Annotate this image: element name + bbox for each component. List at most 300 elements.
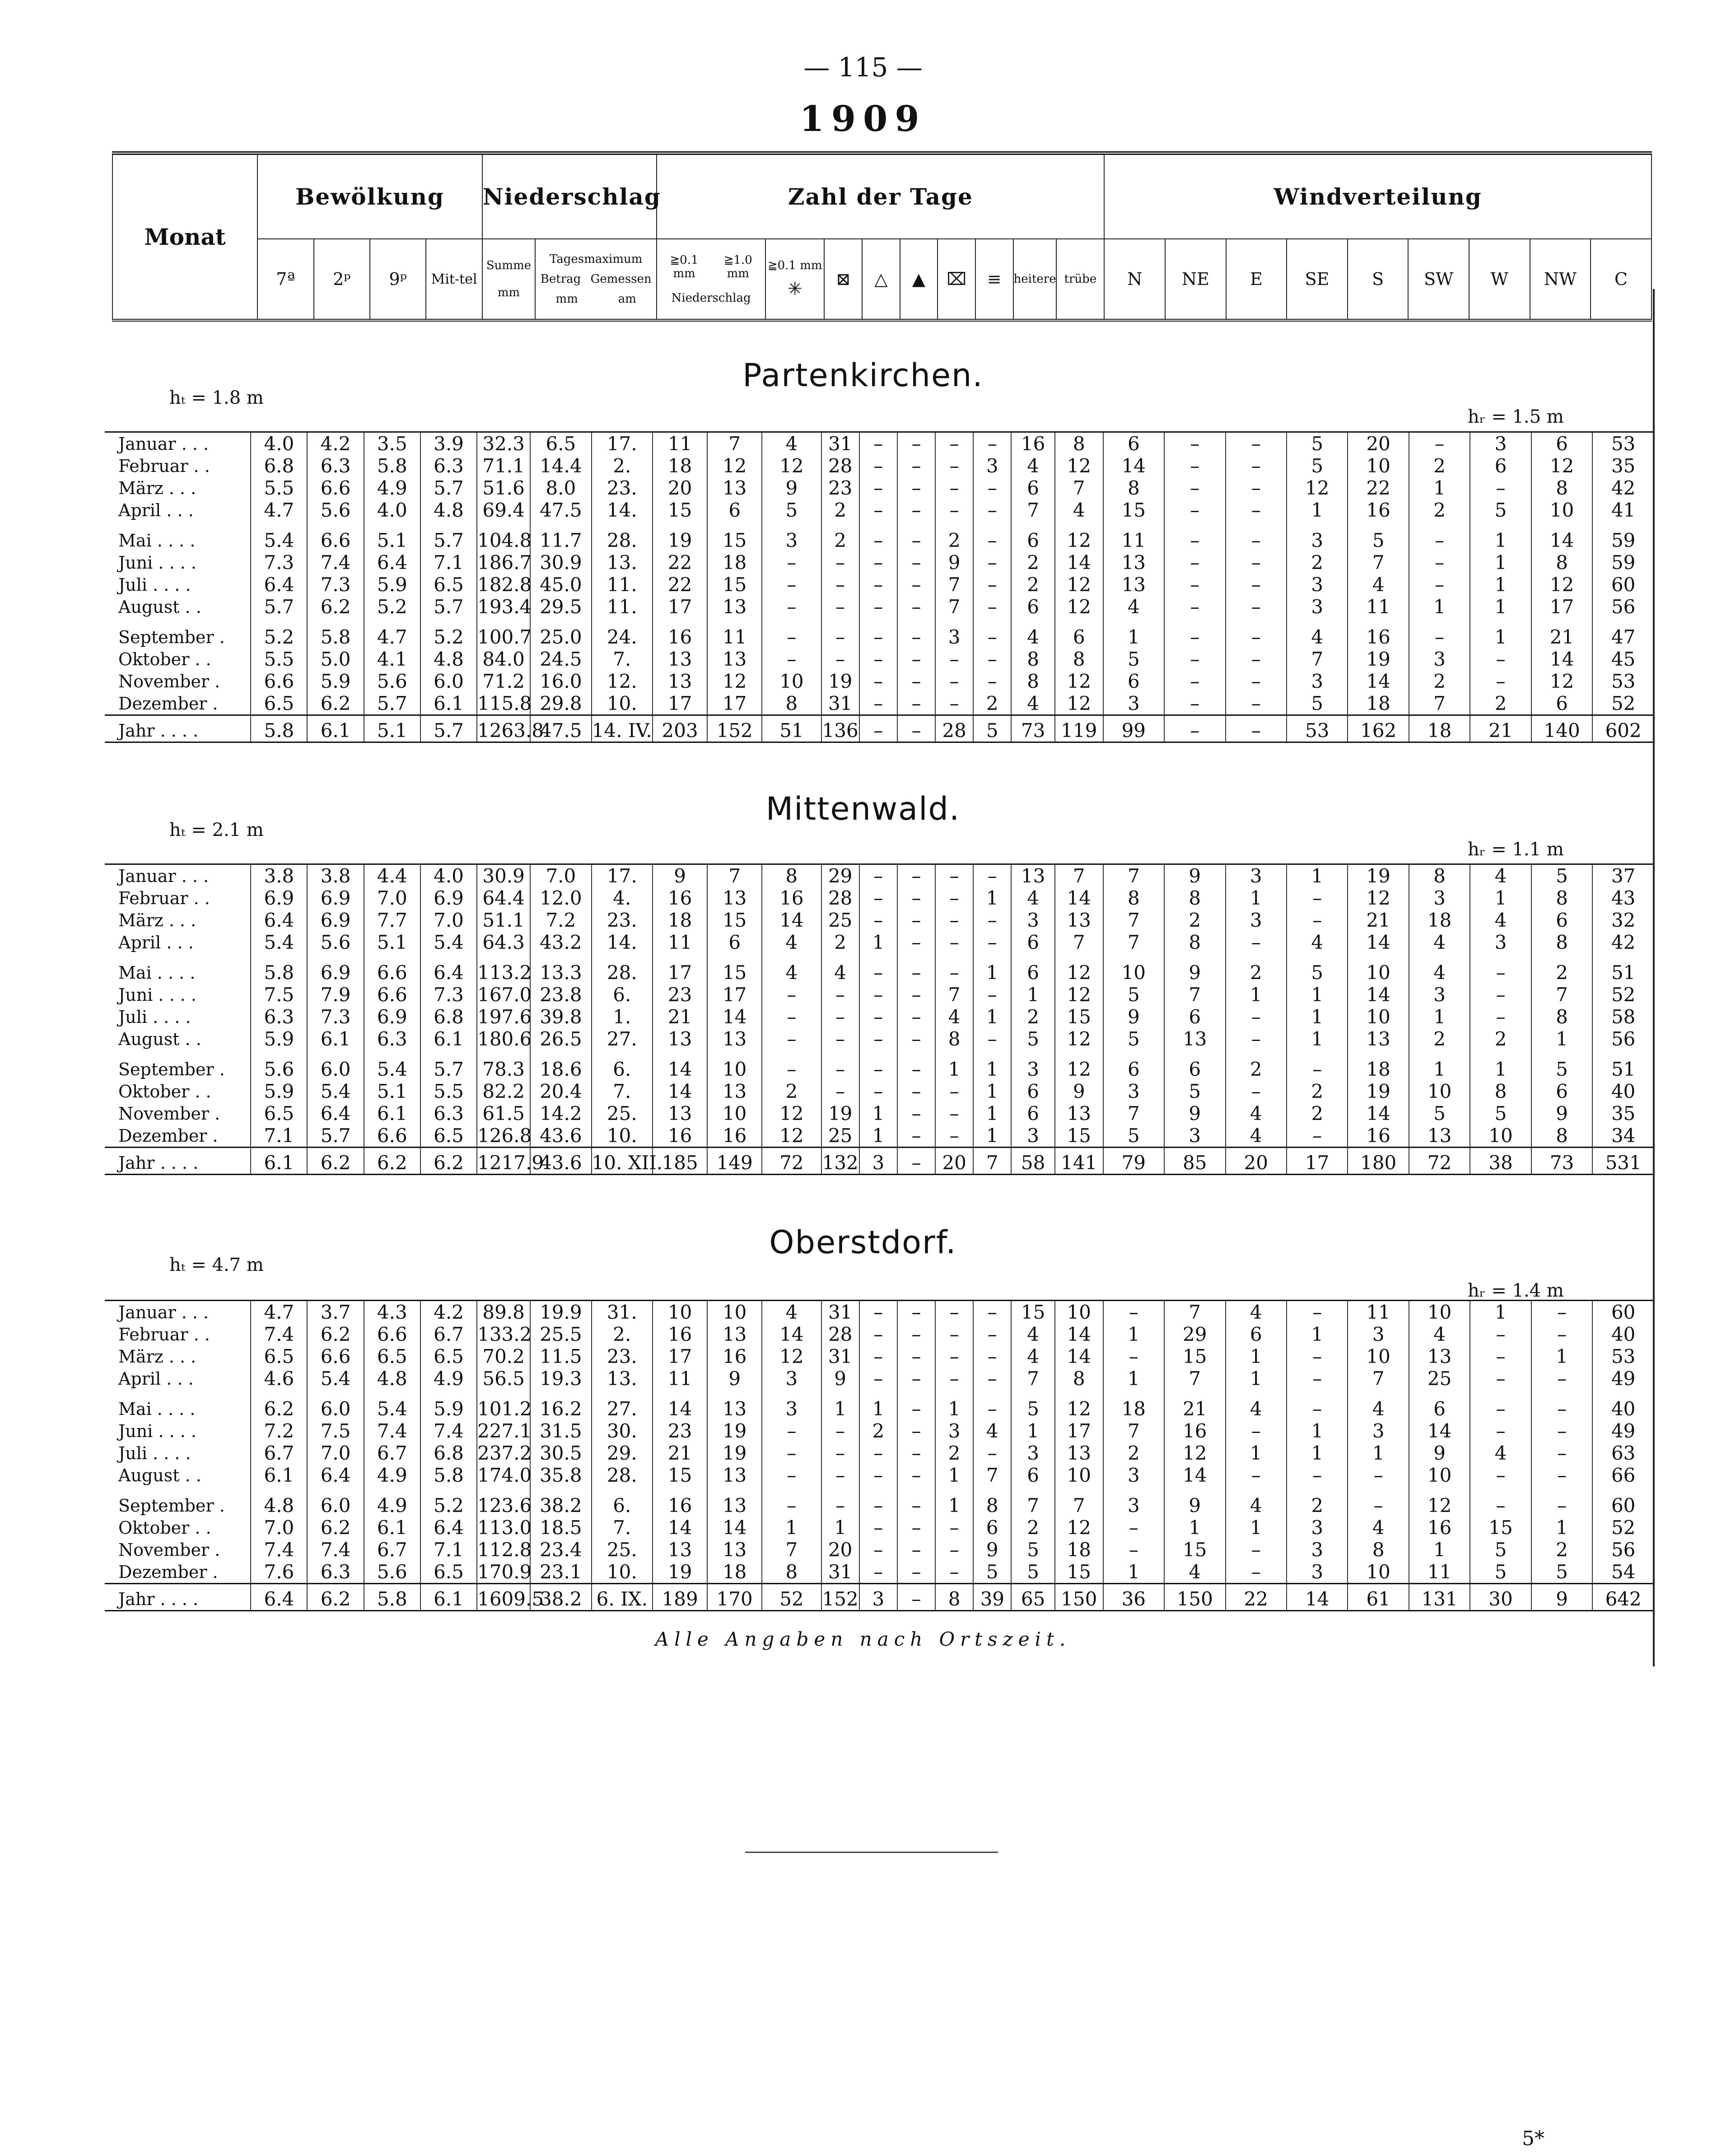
station-table	[105, 863, 1654, 1175]
zahl-der-tage-header: Zahl der Tage	[657, 153, 1104, 239]
cell-summe: 51.6	[477, 477, 530, 499]
cell-wind-sw: –	[1409, 551, 1470, 574]
cell-days-ice: –	[897, 1367, 935, 1390]
cell-days-snow: 16	[762, 887, 821, 909]
cell-days-snow: –	[762, 1486, 821, 1517]
table-row	[105, 1125, 1654, 1148]
cell-days-heiter: 2	[1011, 1006, 1054, 1028]
cell-days-10: 9	[707, 1367, 762, 1390]
cell-max-am: 24.	[592, 618, 653, 648]
cell-bew-7a: 5.8	[251, 715, 307, 742]
cell-summe: 182.8	[477, 574, 532, 596]
cell-wind-ne: 85	[1164, 1148, 1225, 1175]
cell-bew-2p: 6.2	[307, 1148, 364, 1175]
cell-wind-s: 16	[1348, 1125, 1409, 1148]
cell-days-10: 13	[707, 1323, 762, 1345]
cell-bew-2p: 5.9	[307, 670, 364, 692]
cell-days-ice: –	[897, 1080, 935, 1102]
cell-days-fog: 6	[973, 1517, 1011, 1539]
cell-max-betrag: 13.3	[530, 953, 591, 984]
cell-wind-e: –	[1226, 477, 1287, 499]
cell-summe: 78.3	[477, 1050, 530, 1080]
cell-days-thunder: 3	[935, 1420, 973, 1442]
cell-wind-nw: 21	[1531, 618, 1592, 648]
cell-summe: 115.8	[477, 692, 532, 714]
table-row	[105, 1367, 1654, 1390]
cell-wind-ne: 14	[1164, 1464, 1225, 1486]
cell-max-am: 28.	[592, 521, 653, 551]
cell-wind-s: 19	[1348, 648, 1409, 670]
cell-days-ice: –	[897, 574, 935, 596]
cell-wind-ne: –	[1164, 692, 1225, 715]
cell-wind-ne: 15	[1164, 1539, 1225, 1561]
cell-wind-nw: 2	[1531, 953, 1592, 984]
cell-wind-ne: –	[1164, 477, 1225, 499]
thunderstorm-icon: ⌧	[938, 239, 975, 320]
cell-wind-c: 42	[1592, 931, 1654, 953]
cell-days-fog: –	[973, 1345, 1011, 1367]
cell-max-betrag: 39.8	[530, 1006, 591, 1028]
cell-days-heiter: 1	[1011, 1420, 1054, 1442]
cell-wind-nw: 8	[1531, 551, 1592, 574]
cell-max-am: 31.	[592, 1301, 653, 1324]
cell-summe: 180.6	[477, 1028, 532, 1050]
cell-wind-e: –	[1226, 1420, 1287, 1442]
cell-bew-9p: 6.1	[364, 1102, 420, 1125]
cell-bew-mittel: 6.5	[420, 574, 477, 596]
cell-bew-7a: 5.9	[251, 1028, 307, 1050]
cell-wind-nw: –	[1531, 1301, 1592, 1324]
cell-bew-2p: 6.4	[307, 1464, 364, 1486]
cell-wind-e: 1	[1226, 984, 1287, 1006]
cell-days-01: 17	[653, 596, 707, 618]
cell-days-hail: –	[821, 1080, 859, 1102]
cell-wind-sw: 5	[1409, 1102, 1470, 1125]
cell-wind-nw: 1	[1531, 1517, 1592, 1539]
cell-bew-7a: 7.4	[251, 1323, 307, 1345]
table-row	[105, 618, 1654, 648]
cell-month: Februar . .	[118, 1324, 210, 1344]
cell-wind-e: –	[1226, 551, 1287, 574]
cell-max-betrag: 19.3	[530, 1367, 591, 1390]
cell-days-01: 13	[653, 670, 707, 692]
cell-days-10: 15	[707, 909, 762, 931]
cell-wind-n: 5	[1103, 1028, 1164, 1050]
cell-bew-2p: 7.5	[307, 1420, 364, 1442]
truebe-label: trübe	[1056, 239, 1104, 320]
cell-summe: 100.7	[477, 618, 530, 648]
cell-wind-s: 14	[1348, 931, 1409, 953]
cell-wind-se: 4	[1287, 931, 1348, 953]
cell-days-snow: –	[762, 1420, 821, 1442]
cell-wind-w: 8	[1470, 1080, 1531, 1102]
cell-wind-e: –	[1226, 692, 1287, 715]
cell-wind-nw: 1	[1531, 1345, 1592, 1367]
cell-days-01: 16	[653, 1125, 707, 1148]
cell-max-betrag: 26.5	[530, 1028, 591, 1050]
cell-max-betrag: 18.6	[530, 1050, 591, 1080]
cell-wind-se: 3	[1287, 1517, 1348, 1539]
tagesmaximum-label: Tagesmaximum	[550, 252, 643, 266]
cell-days-truebe: 7	[1055, 864, 1103, 887]
cell-wind-sw: 1	[1409, 477, 1470, 499]
cell-days-thunder: –	[935, 1367, 973, 1390]
cell-wind-se: 53	[1287, 715, 1348, 742]
cell-days-graupel: –	[859, 1539, 897, 1561]
cell-bew-7a: 7.3	[251, 551, 307, 574]
cell-bew-2p: 6.2	[307, 596, 364, 618]
cell-days-01: 21	[653, 1006, 707, 1028]
cell-wind-c: 43	[1592, 887, 1654, 909]
cell-days-hail: 4	[821, 953, 859, 984]
cell-bew-mittel: 6.1	[420, 1584, 477, 1611]
cell-wind-n: 6	[1103, 1050, 1164, 1080]
cell-days-truebe: 12	[1055, 1050, 1103, 1080]
cell-days-01: 189	[653, 1584, 707, 1611]
cell-days-snow: 12	[762, 455, 821, 477]
cell-bew-7a: 6.4	[251, 909, 307, 931]
niederschlag-header: Niederschlag	[482, 153, 657, 239]
cell-days-heiter: 58	[1011, 1148, 1054, 1175]
total-row	[105, 1148, 1654, 1175]
cell-month: März . . .	[118, 1346, 196, 1367]
cell-wind-n: 36	[1103, 1584, 1164, 1611]
cell-bew-2p: 6.6	[307, 521, 364, 551]
cell-days-hail: 28	[821, 455, 859, 477]
cell-wind-w: –	[1470, 1367, 1531, 1390]
cell-wind-e: –	[1226, 432, 1287, 455]
cell-days-01: 185	[653, 1148, 707, 1175]
cell-days-heiter: 2	[1011, 551, 1054, 574]
station-ht: hₜ = 2.1 m	[169, 820, 264, 840]
cell-days-fog: –	[973, 574, 1011, 596]
cell-wind-ne: 4	[1164, 1561, 1225, 1584]
cell-max-betrag: 29.5	[530, 596, 591, 618]
cell-wind-ne: 29	[1164, 1323, 1225, 1345]
cell-wind-w: 21	[1470, 715, 1531, 742]
cell-wind-nw: –	[1531, 1464, 1592, 1486]
cell-days-heiter: 1	[1011, 984, 1054, 1006]
cell-days-hail: 136	[821, 715, 859, 742]
cell-days-snow: –	[762, 596, 821, 618]
cell-days-heiter: 6	[1011, 477, 1054, 499]
cell-days-10: 15	[707, 574, 762, 596]
cell-bew-9p: 5.6	[364, 670, 420, 692]
cell-bew-9p: 4.4	[364, 864, 420, 887]
cell-month: November .	[118, 1103, 220, 1124]
cell-bew-mittel: 5.2	[420, 618, 477, 648]
cell-days-hail: 31	[821, 1561, 859, 1584]
table-row	[105, 477, 1654, 499]
cell-bew-9p: 5.9	[364, 574, 420, 596]
cell-max-betrag: 20.4	[530, 1080, 591, 1102]
table-header	[112, 151, 1652, 322]
cell-bew-mittel: 6.8	[420, 1442, 477, 1464]
cell-month: Juni . . . .	[118, 1421, 196, 1441]
station-hr: hᵣ = 1.5 m	[1468, 406, 1564, 427]
cell-days-01: 14	[653, 1517, 707, 1539]
cell-days-10: 170	[707, 1584, 762, 1611]
cell-wind-sw: 2	[1409, 455, 1470, 477]
cell-bew-mittel: 5.4	[420, 931, 477, 953]
cell-days-truebe: 12	[1055, 670, 1103, 692]
cell-days-01: 13	[653, 1102, 707, 1125]
cell-days-hail: 1	[821, 1517, 859, 1539]
cell-bew-mittel: 7.4	[420, 1420, 477, 1442]
cell-days-heiter: 3	[1011, 1442, 1054, 1464]
cell-month: September .	[118, 1059, 225, 1079]
cell-wind-nw: –	[1531, 1486, 1592, 1517]
cell-bew-7a: 5.5	[251, 477, 307, 499]
cell-days-graupel: –	[859, 648, 897, 670]
cell-days-snow: 8	[762, 1561, 821, 1584]
cell-bew-2p: 6.3	[307, 455, 364, 477]
cell-days-hail: 2	[821, 499, 859, 521]
cell-days-truebe: 14	[1055, 551, 1103, 574]
cell-days-10: 14	[707, 1006, 762, 1028]
cell-wind-sw: 9	[1409, 1442, 1470, 1464]
cell-days-graupel: –	[859, 670, 897, 692]
cell-summe: 227.1	[477, 1420, 532, 1442]
cell-max-am: 23.	[592, 477, 653, 499]
wind-ne: NE	[1165, 239, 1226, 320]
cell-wind-c: 49	[1592, 1367, 1654, 1390]
cell-days-10: 13	[707, 1486, 762, 1517]
cell-bew-mittel: 6.3	[420, 455, 477, 477]
cell-wind-c: 32	[1592, 909, 1654, 931]
cell-days-heiter: 3	[1011, 1125, 1054, 1148]
cell-days-fog: –	[973, 499, 1011, 521]
cell-wind-sw: 72	[1409, 1148, 1470, 1175]
table-row	[105, 1442, 1654, 1464]
cell-days-heiter: 65	[1011, 1584, 1054, 1611]
cell-days-truebe: 14	[1055, 1345, 1103, 1367]
cell-wind-nw: 7	[1531, 984, 1592, 1006]
cell-days-10: 7	[707, 432, 762, 455]
cell-days-ice: –	[897, 596, 935, 618]
cell-wind-nw: –	[1531, 1442, 1592, 1464]
table-row	[105, 984, 1654, 1006]
cell-wind-s: 10	[1348, 1561, 1409, 1584]
cell-max-am: 17.	[592, 864, 653, 887]
table-row	[105, 574, 1654, 596]
cell-bew-9p: 4.3	[364, 1301, 420, 1324]
cell-days-hail: 25	[821, 1125, 859, 1148]
cell-summe: 174.0	[477, 1464, 532, 1486]
cell-days-fog: –	[973, 1367, 1011, 1390]
wind-e: E	[1226, 239, 1287, 320]
cell-summe: 133.2	[477, 1323, 532, 1345]
cell-month: Juni . . . .	[118, 552, 196, 573]
cell-wind-ne: 7	[1164, 984, 1225, 1006]
cell-max-betrag: 30.9	[530, 551, 591, 574]
cell-wind-s: 4	[1348, 574, 1409, 596]
summe-unit: mm	[497, 286, 520, 299]
table-row	[105, 1517, 1654, 1539]
cell-days-ice: –	[897, 1486, 935, 1517]
cell-days-snow: 2	[762, 1080, 821, 1102]
cell-wind-sw: –	[1409, 521, 1470, 551]
cell-days-graupel: 1	[859, 1125, 897, 1148]
cell-max-betrag: 35.8	[530, 1464, 591, 1486]
cell-days-fog: 1	[973, 1006, 1011, 1028]
cell-wind-sw: 3	[1409, 984, 1470, 1006]
monat-header: Monat	[112, 153, 257, 320]
cell-bew-7a: 4.0	[251, 432, 307, 455]
cell-days-heiter: 5	[1011, 1390, 1054, 1420]
cell-days-fog: –	[973, 909, 1011, 931]
cell-wind-s: 162	[1348, 715, 1409, 742]
cell-wind-n: –	[1103, 1345, 1164, 1367]
cell-days-truebe: 14	[1055, 1323, 1103, 1345]
cell-days-ice: –	[897, 1464, 935, 1486]
cell-wind-w: 4	[1470, 1442, 1531, 1464]
cell-wind-se: 5	[1287, 455, 1348, 477]
cell-summe: 123.6	[477, 1486, 530, 1517]
cell-wind-se: 1	[1287, 864, 1348, 887]
cell-days-snow: –	[762, 1464, 821, 1486]
cell-bew-2p: 6.9	[307, 953, 364, 984]
cell-wind-e: –	[1226, 1561, 1287, 1584]
hail-icon: ⊠	[824, 239, 862, 320]
cell-wind-se: 5	[1287, 432, 1348, 455]
cell-days-ice: –	[897, 909, 935, 931]
cell-wind-se: 2	[1287, 1486, 1348, 1517]
cell-days-thunder: –	[935, 864, 973, 887]
cell-days-fog: –	[973, 432, 1011, 455]
cell-days-hail: –	[821, 1050, 859, 1080]
cell-wind-w: –	[1470, 1464, 1531, 1486]
cell-bew-7a: 6.4	[251, 574, 307, 596]
cell-wind-s: 4	[1348, 1390, 1409, 1420]
cell-days-truebe: 14	[1055, 887, 1103, 909]
cell-days-hail: –	[821, 1464, 859, 1486]
cell-wind-c: 40	[1592, 1323, 1654, 1345]
cell-max-betrag: 11.7	[530, 521, 591, 551]
cell-bew-9p: 4.1	[364, 648, 420, 670]
cell-days-snow: 4	[762, 432, 821, 455]
cell-wind-ne: –	[1164, 551, 1225, 574]
cell-wind-nw: 9	[1531, 1584, 1592, 1611]
cell-days-snow: 3	[762, 1390, 821, 1420]
cell-month: April . . .	[118, 1368, 194, 1389]
cell-days-hail: –	[821, 984, 859, 1006]
cell-wind-n: 10	[1103, 953, 1164, 984]
cell-bew-2p: 5.7	[307, 1125, 364, 1148]
year-heading: 1909	[799, 98, 927, 140]
cell-days-hail: 28	[821, 887, 859, 909]
cell-days-snow: 52	[762, 1584, 821, 1611]
cell-month: Oktober . .	[118, 1081, 211, 1101]
cell-wind-e: 4	[1226, 1486, 1287, 1517]
cell-days-01: 11	[653, 432, 707, 455]
cell-days-truebe: 17	[1055, 1420, 1103, 1442]
cell-bew-9p: 4.9	[364, 1464, 420, 1486]
cell-wind-n: 6	[1103, 670, 1164, 692]
cell-wind-n: 7	[1103, 931, 1164, 953]
cell-max-betrag: 47.5	[530, 499, 591, 521]
page-number: — 115 —	[803, 52, 923, 83]
cell-wind-w: 3	[1470, 931, 1531, 953]
cell-wind-se: –	[1287, 1050, 1348, 1080]
cell-wind-w: –	[1470, 984, 1531, 1006]
cell-wind-s: 10	[1348, 1345, 1409, 1367]
cell-days-thunder: –	[935, 499, 973, 521]
cell-days-heiter: 3	[1011, 909, 1054, 931]
table-row	[105, 1323, 1654, 1345]
cell-days-01: 20	[653, 477, 707, 499]
cell-days-hail: 132	[821, 1148, 859, 1175]
cell-days-truebe: 119	[1055, 715, 1103, 742]
cell-wind-w: 1	[1470, 1050, 1531, 1080]
cell-days-01: 23	[653, 984, 707, 1006]
table-row	[105, 648, 1654, 670]
cell-max-am: 7.	[592, 648, 653, 670]
cell-wind-c: 60	[1592, 574, 1654, 596]
cell-summe: 113.2	[477, 953, 530, 984]
cell-days-fog: 1	[973, 1080, 1011, 1102]
cell-days-heiter: 7	[1011, 1486, 1054, 1517]
cell-wind-c: 56	[1592, 1028, 1654, 1050]
cell-bew-7a: 4.7	[251, 499, 307, 521]
cell-days-ice: –	[897, 1345, 935, 1367]
cell-wind-c: 53	[1592, 1345, 1654, 1367]
cell-days-10: 13	[707, 1080, 762, 1102]
right-frame-line	[1653, 289, 1655, 1666]
cell-days-01: 22	[653, 551, 707, 574]
cell-month: November .	[118, 1540, 220, 1560]
cell-wind-w: 1	[1470, 1301, 1531, 1324]
cell-wind-s: 180	[1348, 1148, 1409, 1175]
cell-days-ice: –	[897, 1102, 935, 1125]
cell-bew-2p: 5.0	[307, 648, 364, 670]
cell-wind-sw: 2	[1409, 670, 1470, 692]
cell-wind-ne: 9	[1164, 864, 1225, 887]
cell-days-truebe: 15	[1055, 1561, 1103, 1584]
cell-bew-2p: 7.3	[307, 574, 364, 596]
cell-max-betrag: 43.6	[530, 1125, 591, 1148]
cell-wind-n: –	[1103, 1301, 1164, 1324]
cell-days-thunder: –	[935, 931, 973, 953]
cell-bew-mittel: 7.1	[420, 1539, 477, 1561]
cell-bew-9p: 6.6	[364, 984, 420, 1006]
cell-wind-se: –	[1287, 1345, 1348, 1367]
cell-bew-mittel: 4.0	[420, 864, 477, 887]
cell-days-ice: –	[897, 1028, 935, 1050]
cell-days-graupel: –	[859, 909, 897, 931]
cell-days-fog: –	[973, 931, 1011, 953]
threshold-10: ≧1.0 mm	[723, 253, 752, 280]
cell-wind-sw: 4	[1409, 953, 1470, 984]
cell-month: Mai . . . .	[118, 1399, 196, 1419]
cell-wind-w: 5	[1470, 1561, 1531, 1584]
cell-bew-mittel: 7.1	[420, 551, 477, 574]
cell-wind-w: 30	[1470, 1584, 1531, 1611]
cell-bew-7a: 6.4	[251, 1584, 307, 1611]
cell-days-thunder: –	[935, 432, 973, 455]
cell-bew-mittel: 6.4	[420, 953, 477, 984]
cell-wind-sw: 4	[1409, 931, 1470, 953]
gemessen-unit: am	[618, 292, 636, 306]
cell-days-10: 16	[707, 1125, 762, 1148]
cell-days-heiter: 6	[1011, 521, 1054, 551]
cell-wind-e: 22	[1226, 1584, 1287, 1611]
cell-bew-mittel: 5.7	[420, 477, 477, 499]
cell-days-graupel: 1	[859, 1102, 897, 1125]
cell-bew-mittel: 6.5	[420, 1345, 477, 1367]
cell-days-fog: 1	[973, 1125, 1011, 1148]
cell-days-fog: –	[973, 596, 1011, 618]
